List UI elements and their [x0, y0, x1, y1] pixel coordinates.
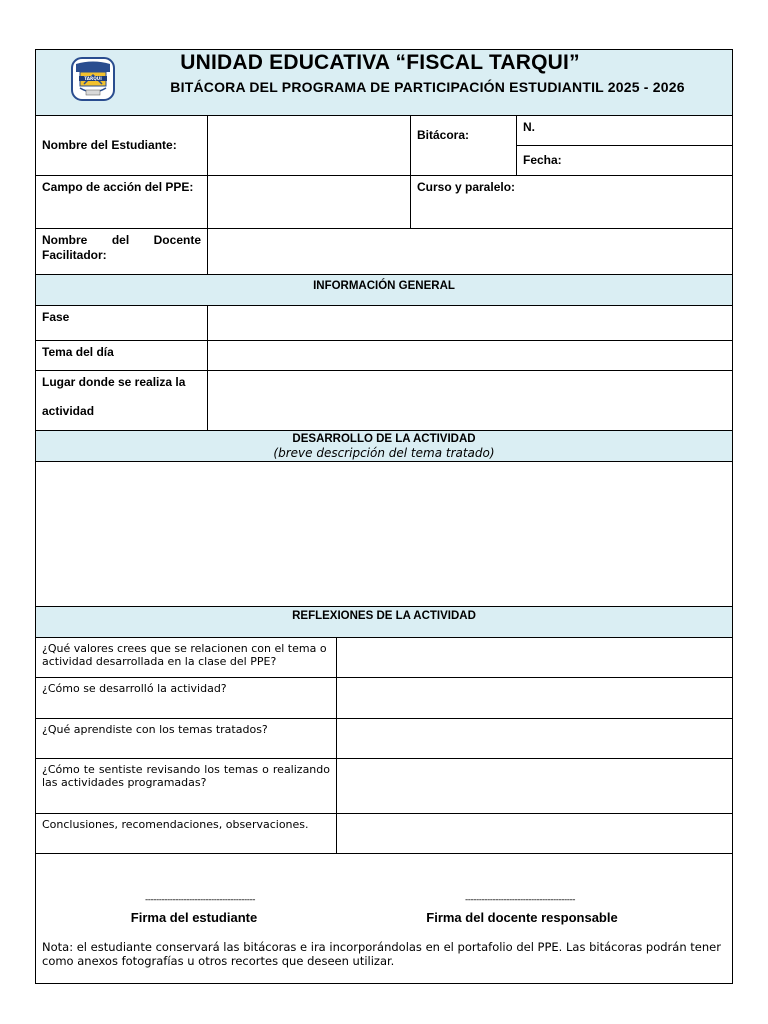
- student-signature-label: Firma del estudiante: [130, 910, 258, 925]
- question-1-cell: [35, 637, 337, 678]
- desarrollo-field[interactable]: [35, 461, 733, 607]
- docente-field[interactable]: [207, 228, 733, 275]
- question-4-cell: [35, 758, 337, 814]
- question-2: ¿Cómo se desarrolló la actividad?: [42, 682, 227, 695]
- question-5: Conclusiones, recomendaciones, observaciones.: [42, 818, 309, 831]
- answer-3-field[interactable]: [336, 718, 733, 759]
- fase-label: Fase: [42, 310, 70, 324]
- bitacora-number-label: N.: [523, 120, 535, 134]
- campo-label-cell: [35, 175, 208, 229]
- desarrollo-subheading: (breve descripción del tema tratado): [273, 446, 495, 460]
- general-heading: INFORMACIÓN GENERAL: [313, 280, 455, 292]
- tema-label-cell: [35, 340, 208, 371]
- reflexiones-heading-cell: [35, 606, 733, 638]
- fase-label-cell: [35, 305, 208, 341]
- bitacora-label-cell: [410, 115, 517, 176]
- student-name-label: Nombre del Estudiante:: [42, 138, 177, 152]
- docente-label-cell: [35, 228, 208, 275]
- curso-label: Curso y paralelo:: [417, 180, 516, 194]
- page-title: UNIDAD EDUCATIVA “FISCAL TARQUI”: [180, 51, 580, 74]
- student-name-field[interactable]: [207, 115, 411, 176]
- student-signature-line[interactable]: ----------------------------------------: [145, 895, 255, 905]
- fase-field[interactable]: [207, 305, 733, 341]
- answer-1-field[interactable]: [336, 637, 733, 678]
- student-name-label-cell: [35, 115, 208, 176]
- question-1: ¿Qué valores crees que se relacionen con el tema o actividad desarrollada en la clase del PPE?: [42, 642, 327, 668]
- campo-field[interactable]: [207, 175, 411, 229]
- campo-label: Campo de acción del PPE:: [42, 180, 194, 194]
- docente-label: Nombre del Docente Facilitador:: [42, 233, 201, 262]
- tema-field[interactable]: [207, 340, 733, 371]
- teacher-signature-label: Firma del docente responsable: [426, 910, 618, 925]
- lugar-label-line2: actividad: [42, 404, 95, 418]
- page-subtitle: BITÁCORA DEL PROGRAMA DE PARTICIPACIÓN ESTUDIANTIL 2025 - 2026: [170, 79, 685, 95]
- tema-label: Tema del día: [42, 345, 114, 359]
- lugar-label-line1: Lugar donde se realiza la: [42, 375, 186, 389]
- bitacora-label: Bitácora:: [417, 128, 470, 142]
- fecha-field[interactable]: [516, 145, 733, 176]
- bitacora-number-field[interactable]: [516, 115, 733, 146]
- question-5-cell: [35, 813, 337, 854]
- desarrollo-heading-cell: [35, 430, 733, 462]
- general-heading-cell: [35, 274, 733, 306]
- school-logo: [70, 56, 116, 102]
- reflexiones-heading: REFLEXIONES DE LA ACTIVIDAD: [292, 610, 476, 622]
- desarrollo-heading: DESARROLLO DE LA ACTIVIDAD: [292, 433, 476, 445]
- footer-note: Nota: el estudiante conservará las bitácoras e ira incorporándolas en el portafolio del PPE. Las bitácoras podrán tener como anexos fotografías u otros recortes que deseen utilizar.: [42, 940, 721, 968]
- answer-5-field[interactable]: [336, 813, 733, 854]
- answer-2-field[interactable]: [336, 677, 733, 719]
- lugar-label-cell: [35, 370, 208, 431]
- question-3-cell: [35, 718, 337, 759]
- question-3: ¿Qué aprendiste con los temas tratados?: [42, 723, 268, 736]
- answer-4-field[interactable]: [336, 758, 733, 814]
- teacher-signature-line[interactable]: ----------------------------------------: [465, 895, 575, 905]
- question-2-cell: [35, 677, 337, 719]
- question-4: ¿Cómo te sentiste revisando los temas o realizando las actividades programadas?: [42, 763, 330, 789]
- fecha-label: Fecha:: [523, 153, 562, 167]
- logo-text: TARQUI: [84, 76, 102, 82]
- lugar-field[interactable]: [207, 370, 733, 431]
- curso-field[interactable]: [410, 175, 733, 229]
